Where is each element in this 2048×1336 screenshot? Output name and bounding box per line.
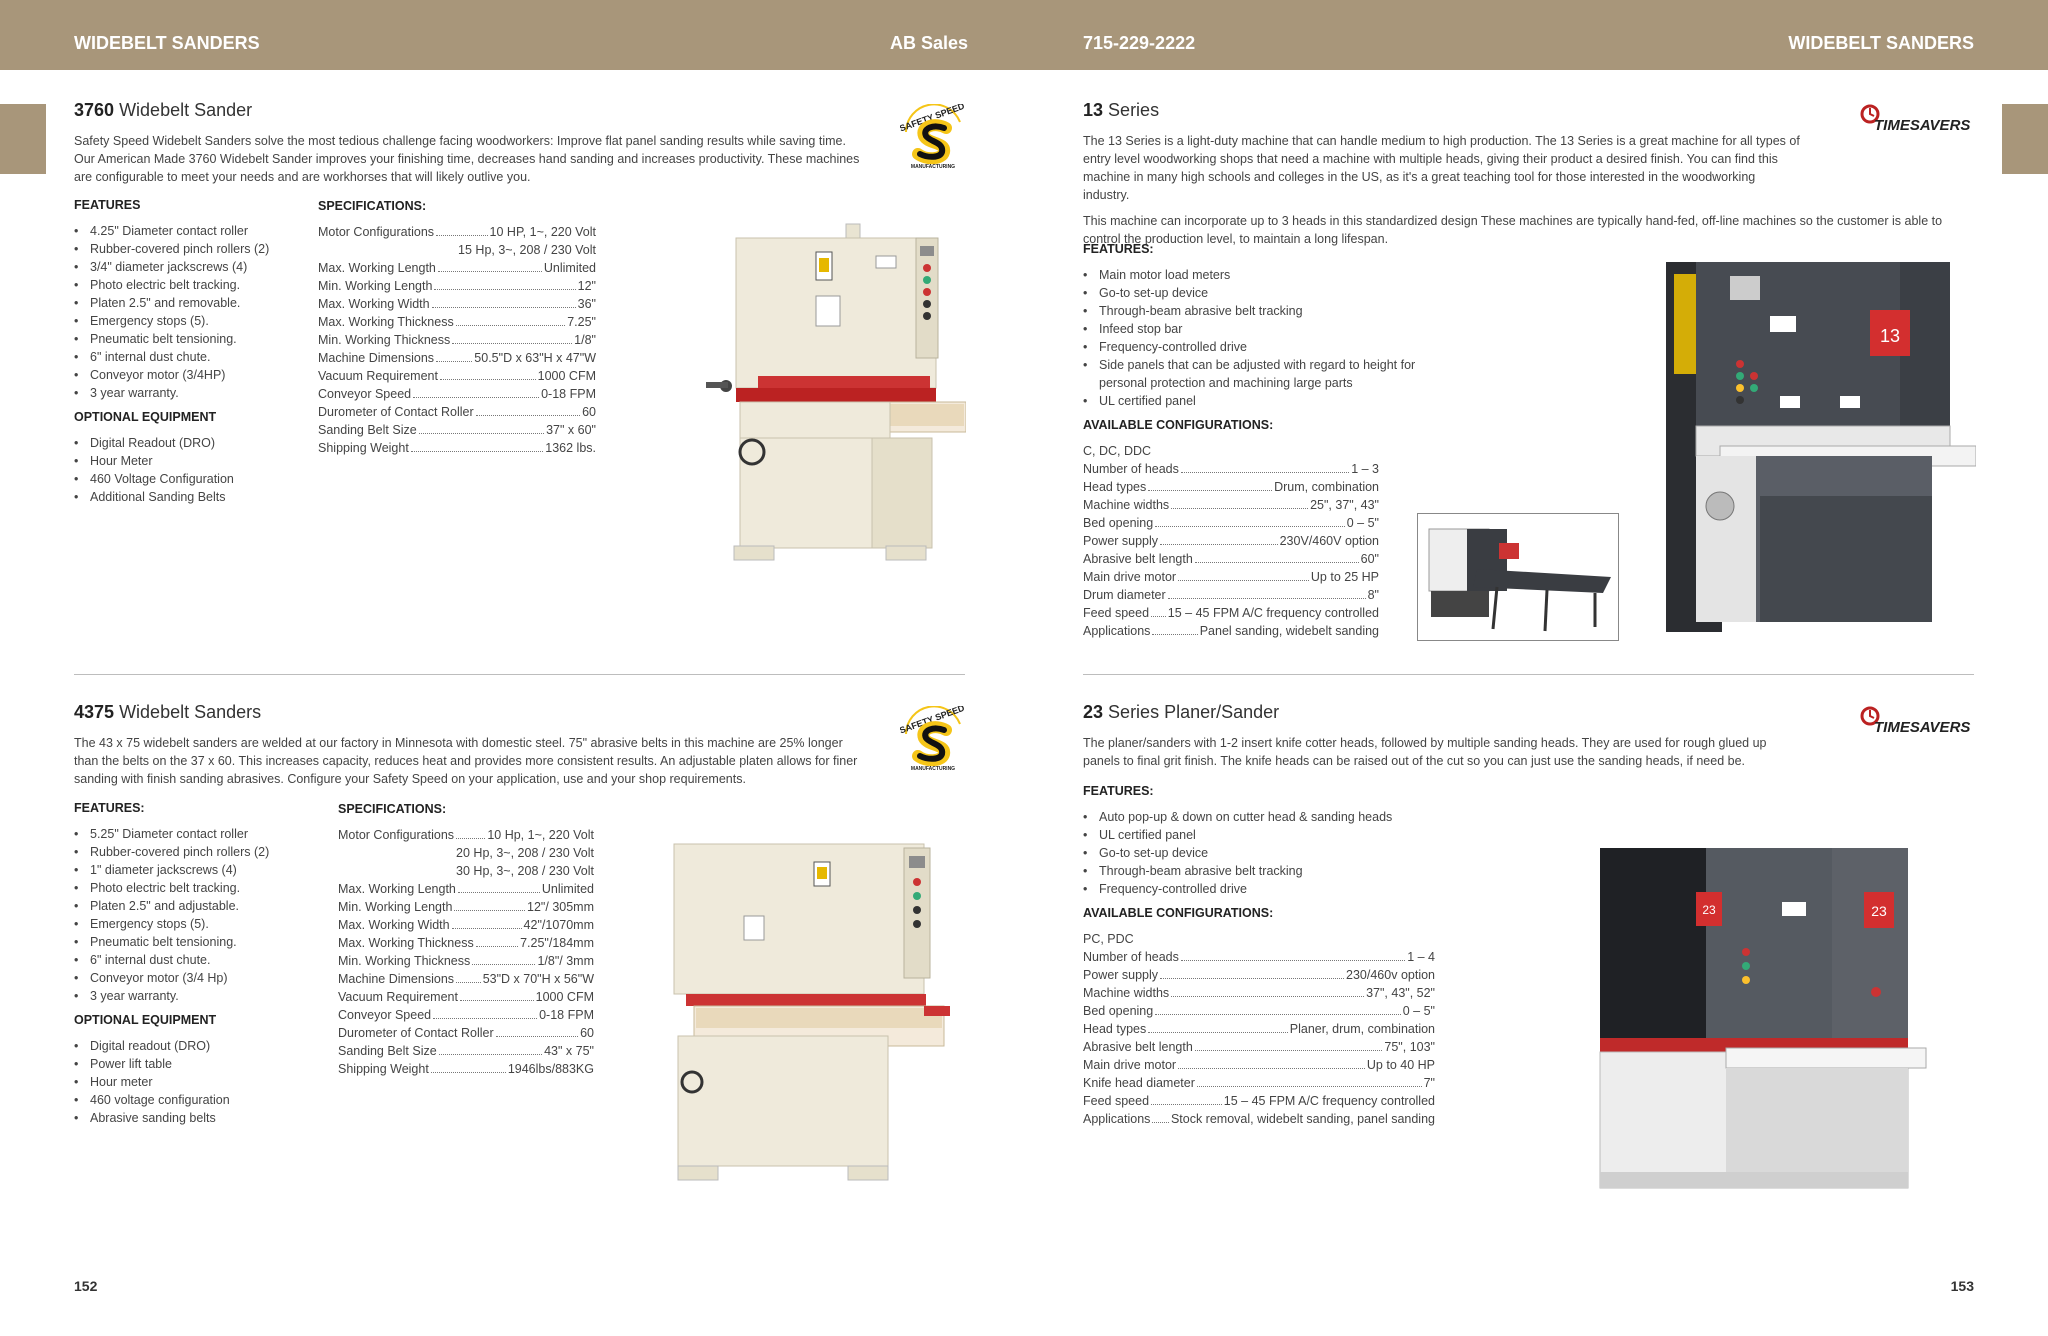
config-value: Up to 40 HP [1366,1058,1435,1072]
spec-row [338,988,594,1006]
spec-row [318,295,596,313]
optional-item: • Hour Meter [74,452,294,470]
features-heading: FEATURES: [1083,242,1154,256]
spec-row [338,898,594,916]
optional-item: • Abrasive sanding belts [74,1109,314,1127]
config-row [1083,1038,1435,1056]
config-row [1083,948,1435,966]
spec-row [318,367,596,385]
spec-value: 7.25" [567,315,596,329]
config-label: Bed opening [1083,516,1154,530]
configurations-heading: AVAILABLE CONFIGURATIONS: [1083,906,1274,920]
features-heading: FEATURES: [74,801,145,815]
product-title [74,100,864,122]
config-value: 25", 37", 43" [1310,498,1379,512]
spec-value: 10 Hp, 1~, 220 Volt [487,828,594,842]
page-number-left: 152 [74,1278,98,1294]
feature-item: • Emergency stops (5). [74,915,314,933]
machine-3760-image [676,216,966,576]
spec-value: 60 [582,405,596,419]
config-row [1083,1074,1435,1092]
spec-value: 1946lbs/883KG [507,1062,594,1076]
config-label: Feed speed [1083,1094,1150,1108]
spec-value: 37" x 60" [546,423,596,437]
feature-item: • 3 year warranty. [74,384,294,402]
safety-speed-logo-subtext: MANUFACTURING [910,766,956,772]
page-number-right: 153 [1950,1278,1974,1294]
config-value: Planer, drum, combination [1289,1022,1435,1036]
spec-value: 43" x 75" [544,1044,594,1058]
config-label: Knife head diameter [1083,1076,1195,1090]
specifications-4375 [338,802,594,1078]
config-row [1083,496,1379,514]
product-intro: The 43 x 75 widebelt sanders are welded at our factory in Minnesota with domestic steel. 75" abrasive belts in this machine are 25% longer than the belts on the 37 x 60. This increases capacity, reduces heat and provides more consistent results. An adjustable platen allows for finer sanding with finish sanding abrasives. Configure your Safety Speed on your application, use and your shop requirements. [74,735,858,786]
model-name: Widebelt Sanders [119,702,262,722]
spec-row [318,421,596,439]
timesavers-logo [1858,704,1974,738]
safety-speed-logo [900,104,966,170]
feature-item: • Go-to set-up device [1083,844,1443,862]
spec-row [318,313,596,331]
config-row [1083,478,1379,496]
spec-row [318,349,596,367]
model-name: Series [1108,100,1160,120]
features-heading: FEATURES: [1083,784,1154,798]
spec-value: Unlimited [541,882,594,896]
spec-value: 50.5"D x 63"H x 47"W [474,351,596,365]
config-label: Machine widths [1083,498,1170,512]
spec-label: Conveyor Speed [338,1008,432,1022]
feature-item: • 1" diameter jackscrews (4) [74,861,314,879]
config-value: Stock removal, widebelt sanding, panel sanding [1170,1112,1435,1126]
config-value: 230/460v option [1346,968,1435,982]
feature-item: • Conveyor motor (3/4HP) [74,366,294,384]
spec-value: 1/8" [574,333,596,347]
spec-value: 36" [577,297,596,311]
optional-item: • Hour meter [74,1073,314,1091]
spec-label: Max. Working Width [338,918,450,932]
config-value: 15 – 45 FPM A/C frequency controlled [1223,1094,1435,1108]
optional-item: • Additional Sanding Belts [74,488,294,506]
model-number: 4375 [74,702,115,722]
feature-item: • UL certified panel [1083,392,1443,410]
feature-item: • Main motor load meters [1083,266,1443,284]
config-row [1083,514,1379,532]
optional-equipment-list [74,434,294,506]
config-value: 15 – 45 FPM A/C frequency controlled [1167,606,1379,620]
config-label: Head types [1083,1022,1147,1036]
safety-speed-logo-mark [900,706,966,772]
spec-value: Unlimited [543,261,596,275]
spec-value: 1000 CFM [537,369,596,383]
timesavers-logo-text: TIMESAVERS [1874,117,1971,134]
config-value: Panel sanding, widebelt sanding [1199,624,1379,638]
product-intro: Safety Speed Widebelt Sanders solve the most tedious challenge facing woodworkers: Improve flat panel sanding results while saving time. Our American Made 3760 Widebelt Sander improves your finishing time, decreases hand sanding and increases productivity. These machines are configurable to meet your needs and are workhorses that will likely outlive you. [74,133,860,184]
feature-item: • 4.25" Diameter contact roller [74,222,294,240]
model-number: 23 [1083,702,1104,722]
config-label: Main drive motor [1083,1058,1177,1072]
spec-row [318,241,596,259]
timesavers-logo-text: TIMESAVERS [1874,719,1971,736]
spec-label: Max. Working Thickness [318,315,454,329]
config-row [1083,622,1379,640]
spec-label: Min. Working Thickness [338,954,471,968]
safety-speed-logo-mark [900,104,966,170]
page-header [0,0,2048,70]
spec-label: Sanding Belt Size [338,1044,437,1058]
feature-item: • Conveyor motor (3/4 Hp) [74,969,314,987]
config-row [1083,966,1435,984]
configurations-list [1083,948,1435,1128]
header-company: AB Sales [890,33,969,53]
config-value: 1 – 4 [1407,950,1435,964]
feature-item: • 6" internal dust chute. [74,348,294,366]
page-edge-tab-left [0,104,46,174]
config-label: Machine widths [1083,986,1170,1000]
spec-row [338,1006,594,1024]
config-label: Applications [1083,1112,1151,1126]
feature-item: • 5.25" Diameter contact roller [74,825,314,843]
feature-item: • 6" internal dust chute. [74,951,314,969]
config-row [1083,568,1379,586]
spec-label: Shipping Weight [338,1062,429,1076]
feature-item: • 3 year warranty. [74,987,314,1005]
spec-row [338,1042,594,1060]
feature-item: • Frequency-controlled drive [1083,338,1443,356]
spec-row [338,916,594,934]
configuration-models: C, DC, DDC [1083,444,1152,458]
spec-value: 53"D x 70"H x 56"W [482,972,594,986]
spec-value: 30 Hp, 3~, 208 / 230 Volt [456,864,594,878]
feature-item: • Platen 2.5" and removable. [74,294,294,312]
config-label: Abrasive belt length [1083,1040,1193,1054]
spec-value: 1/8"/ 3mm [537,954,594,968]
spec-value: 1362 lbs. [545,441,596,455]
features-list [1083,266,1443,410]
machine-23-panel-number-left: 23 [1702,903,1716,917]
feature-item: • Frequency-controlled drive [1083,880,1443,898]
feature-item: • Rubber-covered pinch rollers (2) [74,843,314,861]
machine-23-panel-number-right: 23 [1871,903,1887,919]
config-label: Head types [1083,480,1147,494]
spec-row [338,844,594,862]
spec-label: Machine Dimensions [338,972,455,986]
spec-label: Max. Working Width [318,297,430,311]
feature-item: • Emergency stops (5). [74,312,294,330]
product-4375 [74,702,864,788]
config-value: 0 – 5" [1402,1004,1435,1018]
features-13-series [1083,242,1443,640]
machine-13-series-image [1660,256,1976,640]
feature-item: • Through-beam abrasive belt tracking [1083,302,1443,320]
spec-row [318,259,596,277]
safety-speed-logo-text: SAFETY SPEED [900,706,966,736]
config-label: Drum diameter [1083,588,1166,602]
features-23-series [1083,784,1443,1128]
config-label: Bed opening [1083,1004,1154,1018]
spec-label: Min. Working Length [338,900,453,914]
spec-value: 1000 CFM [535,990,594,1004]
specifications-heading: SPECIFICATIONS: [338,802,447,816]
spec-label: Vacuum Requirement [338,990,458,1004]
config-label: Applications [1083,624,1151,638]
feature-item: • UL certified panel [1083,826,1443,844]
config-row [1083,532,1379,550]
product-intro: The 13 Series is a light-duty machine that can handle medium to high production. The 13 Series is a great machine for all types of entry level woodworking shops that need a machine with multiple heads, giving their product a desired finish. You can find this machine in many high schools and colleges in the US, as it's a great teaching tool for those interested in the woodworking industry. [1083,133,1800,202]
spec-row [338,826,594,844]
spec-label: Sanding Belt Size [318,423,417,437]
config-row [1083,550,1379,568]
config-row [1083,1110,1435,1128]
spec-value: 7.25"/184mm [520,936,594,950]
features-heading: FEATURES [74,198,141,212]
spec-value: 0-18 FPM [539,1008,594,1022]
spec-row [338,862,594,880]
section-divider-left [74,674,965,675]
config-value: 7" [1423,1076,1435,1090]
spec-value: 0-18 FPM [541,387,596,401]
spec-label: Max. Working Thickness [338,936,474,950]
specifications-heading: SPECIFICATIONS: [318,199,427,213]
config-value: 60" [1360,552,1379,566]
feature-item: • Pneumatic belt tensioning. [74,330,294,348]
config-value: Up to 25 HP [1310,570,1379,584]
header-phone: 715-229-2222 [1083,33,1196,53]
machine-13-inset-image [1417,513,1619,641]
spec-label: Min. Working Thickness [318,333,451,347]
spec-value: 10 HP, 1~, 220 Volt [489,225,596,239]
config-label: Feed speed [1083,606,1150,620]
spec-row [318,403,596,421]
optional-item: • Power lift table [74,1055,314,1073]
configuration-models: PC, PDC [1083,932,1134,946]
features-4375 [74,801,314,1127]
config-label: Main drive motor [1083,570,1177,584]
spec-row [338,1024,594,1042]
spec-label: Conveyor Speed [318,387,412,401]
config-value: 8" [1367,588,1379,602]
feature-item: • Photo electric belt tracking. [74,879,314,897]
spec-label: Max. Working Length [318,261,436,275]
feature-item: • 3/4" diameter jackscrews (4) [74,258,294,276]
config-value: 230V/460V option [1279,534,1379,548]
safety-speed-logo-text: SAFETY SPEED [900,104,966,134]
safety-speed-logo [900,706,966,772]
configurations-heading: AVAILABLE CONFIGURATIONS: [1083,418,1274,432]
specifications-3760 [318,199,596,457]
spec-label: Vacuum Requirement [318,369,438,383]
spec-label: Shipping Weight [318,441,409,455]
feature-item: • Auto pop-up & down on cutter head & sanding heads [1083,808,1443,826]
model-name: Widebelt Sander [119,100,253,120]
timesavers-logo [1858,102,1974,136]
feature-item: • Through-beam abrasive belt tracking [1083,862,1443,880]
product-title [74,702,864,724]
feature-item: • Platen 2.5" and adjustable. [74,897,314,915]
config-label: Number of heads [1083,462,1179,476]
timesavers-logo-mark [1858,102,1974,136]
feature-item: • Go-to set-up device [1083,284,1443,302]
spec-label: Motor Configurations [338,828,455,842]
feature-item: • Rubber-covered pinch rollers (2) [74,240,294,258]
spec-row [318,385,596,403]
spec-row [318,277,596,295]
config-label: Number of heads [1083,950,1179,964]
spec-row [338,934,594,952]
spec-label: Min. Working Length [318,279,433,293]
config-value: Drum, combination [1274,480,1379,494]
spec-label: Machine Dimensions [318,351,435,365]
feature-item: • Pneumatic belt tensioning. [74,933,314,951]
config-row [1083,460,1379,478]
machine-13-panel-number: 13 [1879,326,1901,346]
config-label: Power supply [1083,968,1159,982]
configurations-list [1083,460,1379,640]
header-section-title-right: WIDEBELT SANDERS [1788,33,1974,53]
spec-row [318,439,596,457]
optional-item: • 460 Voltage Configuration [74,470,294,488]
optional-item: • Digital readout (DRO) [74,1037,314,1055]
spec-row [338,880,594,898]
spec-label: Durometer of Contact Roller [318,405,474,419]
spec-label: Motor Configurations [318,225,435,239]
spec-value: 42"/1070mm [523,918,594,932]
spec-value: 12" [577,279,596,293]
config-row [1083,1092,1435,1110]
config-value: 75", 103" [1384,1040,1435,1054]
config-value: 1 – 3 [1351,462,1379,476]
section-divider-right [1083,674,1974,675]
spec-row [338,970,594,988]
model-number: 13 [1083,100,1104,120]
header-section-title-left: WIDEBELT SANDERS [74,33,260,53]
optional-equipment-list [74,1037,314,1127]
optional-item: • 460 voltage configuration [74,1091,314,1109]
spec-row [338,1060,594,1078]
page-edge-tab-right [2002,104,2048,174]
safety-speed-logo-subtext: MANUFACTURING [910,164,956,170]
feature-item: • Infeed stop bar [1083,320,1443,338]
spec-value: 15 Hp, 3~, 208 / 230 Volt [458,243,596,257]
model-name: Series Planer/Sander [1108,702,1280,722]
config-row [1083,1056,1435,1074]
product-intro-2: This machine can incorporate up to 3 heads in this standardized design These machines are typically hand-fed, off-line machines so the customer is able to control the production level, to maintain a long lifespan. [1083,213,1943,246]
spec-row [318,331,596,349]
timesavers-logo-mark [1858,704,1974,738]
config-label: Abrasive belt length [1083,552,1193,566]
config-label: Power supply [1083,534,1159,548]
features-list [74,825,314,1005]
config-row [1083,1020,1435,1038]
feature-item: • Photo electric belt tracking. [74,276,294,294]
machine-4375-image [664,836,964,1196]
product-23-series [1083,702,1823,770]
spec-row [338,952,594,970]
spec-value: 20 Hp, 3~, 208 / 230 Volt [456,846,594,860]
features-list [74,222,294,402]
config-row [1083,1002,1435,1020]
product-title [1083,100,1813,122]
config-value: 37", 43", 52" [1366,986,1435,1000]
features-list [1083,808,1443,898]
config-value: 0 – 5" [1346,516,1379,530]
config-row [1083,586,1379,604]
product-3760 [74,100,864,186]
feature-item: • Side panels that can be adjusted with regard to height for personal protection and machining large parts [1083,356,1443,392]
product-title [1083,702,1823,724]
spec-value: 12"/ 305mm [527,900,594,914]
optional-equipment-heading: OPTIONAL EQUIPMENT [74,410,217,424]
machine-23-series-image [1596,842,1936,1194]
features-3760 [74,198,294,506]
spec-row [318,223,596,241]
spec-value: 60 [580,1026,594,1040]
product-intro: The planer/sanders with 1-2 insert knife cotter heads, followed by multiple sanding heads. They are used for rough glued up panels to final grit finish. The knife heads can be raised out of the cut so you can just use the sanding heads, if need be. [1083,735,1767,768]
spec-label: Durometer of Contact Roller [338,1026,494,1040]
config-row [1083,984,1435,1002]
spec-label: Max. Working Length [338,882,456,896]
config-row [1083,604,1379,622]
optional-equipment-heading: OPTIONAL EQUIPMENT [74,1013,217,1027]
model-number: 3760 [74,100,115,120]
optional-item: • Digital Readout (DRO) [74,434,294,452]
